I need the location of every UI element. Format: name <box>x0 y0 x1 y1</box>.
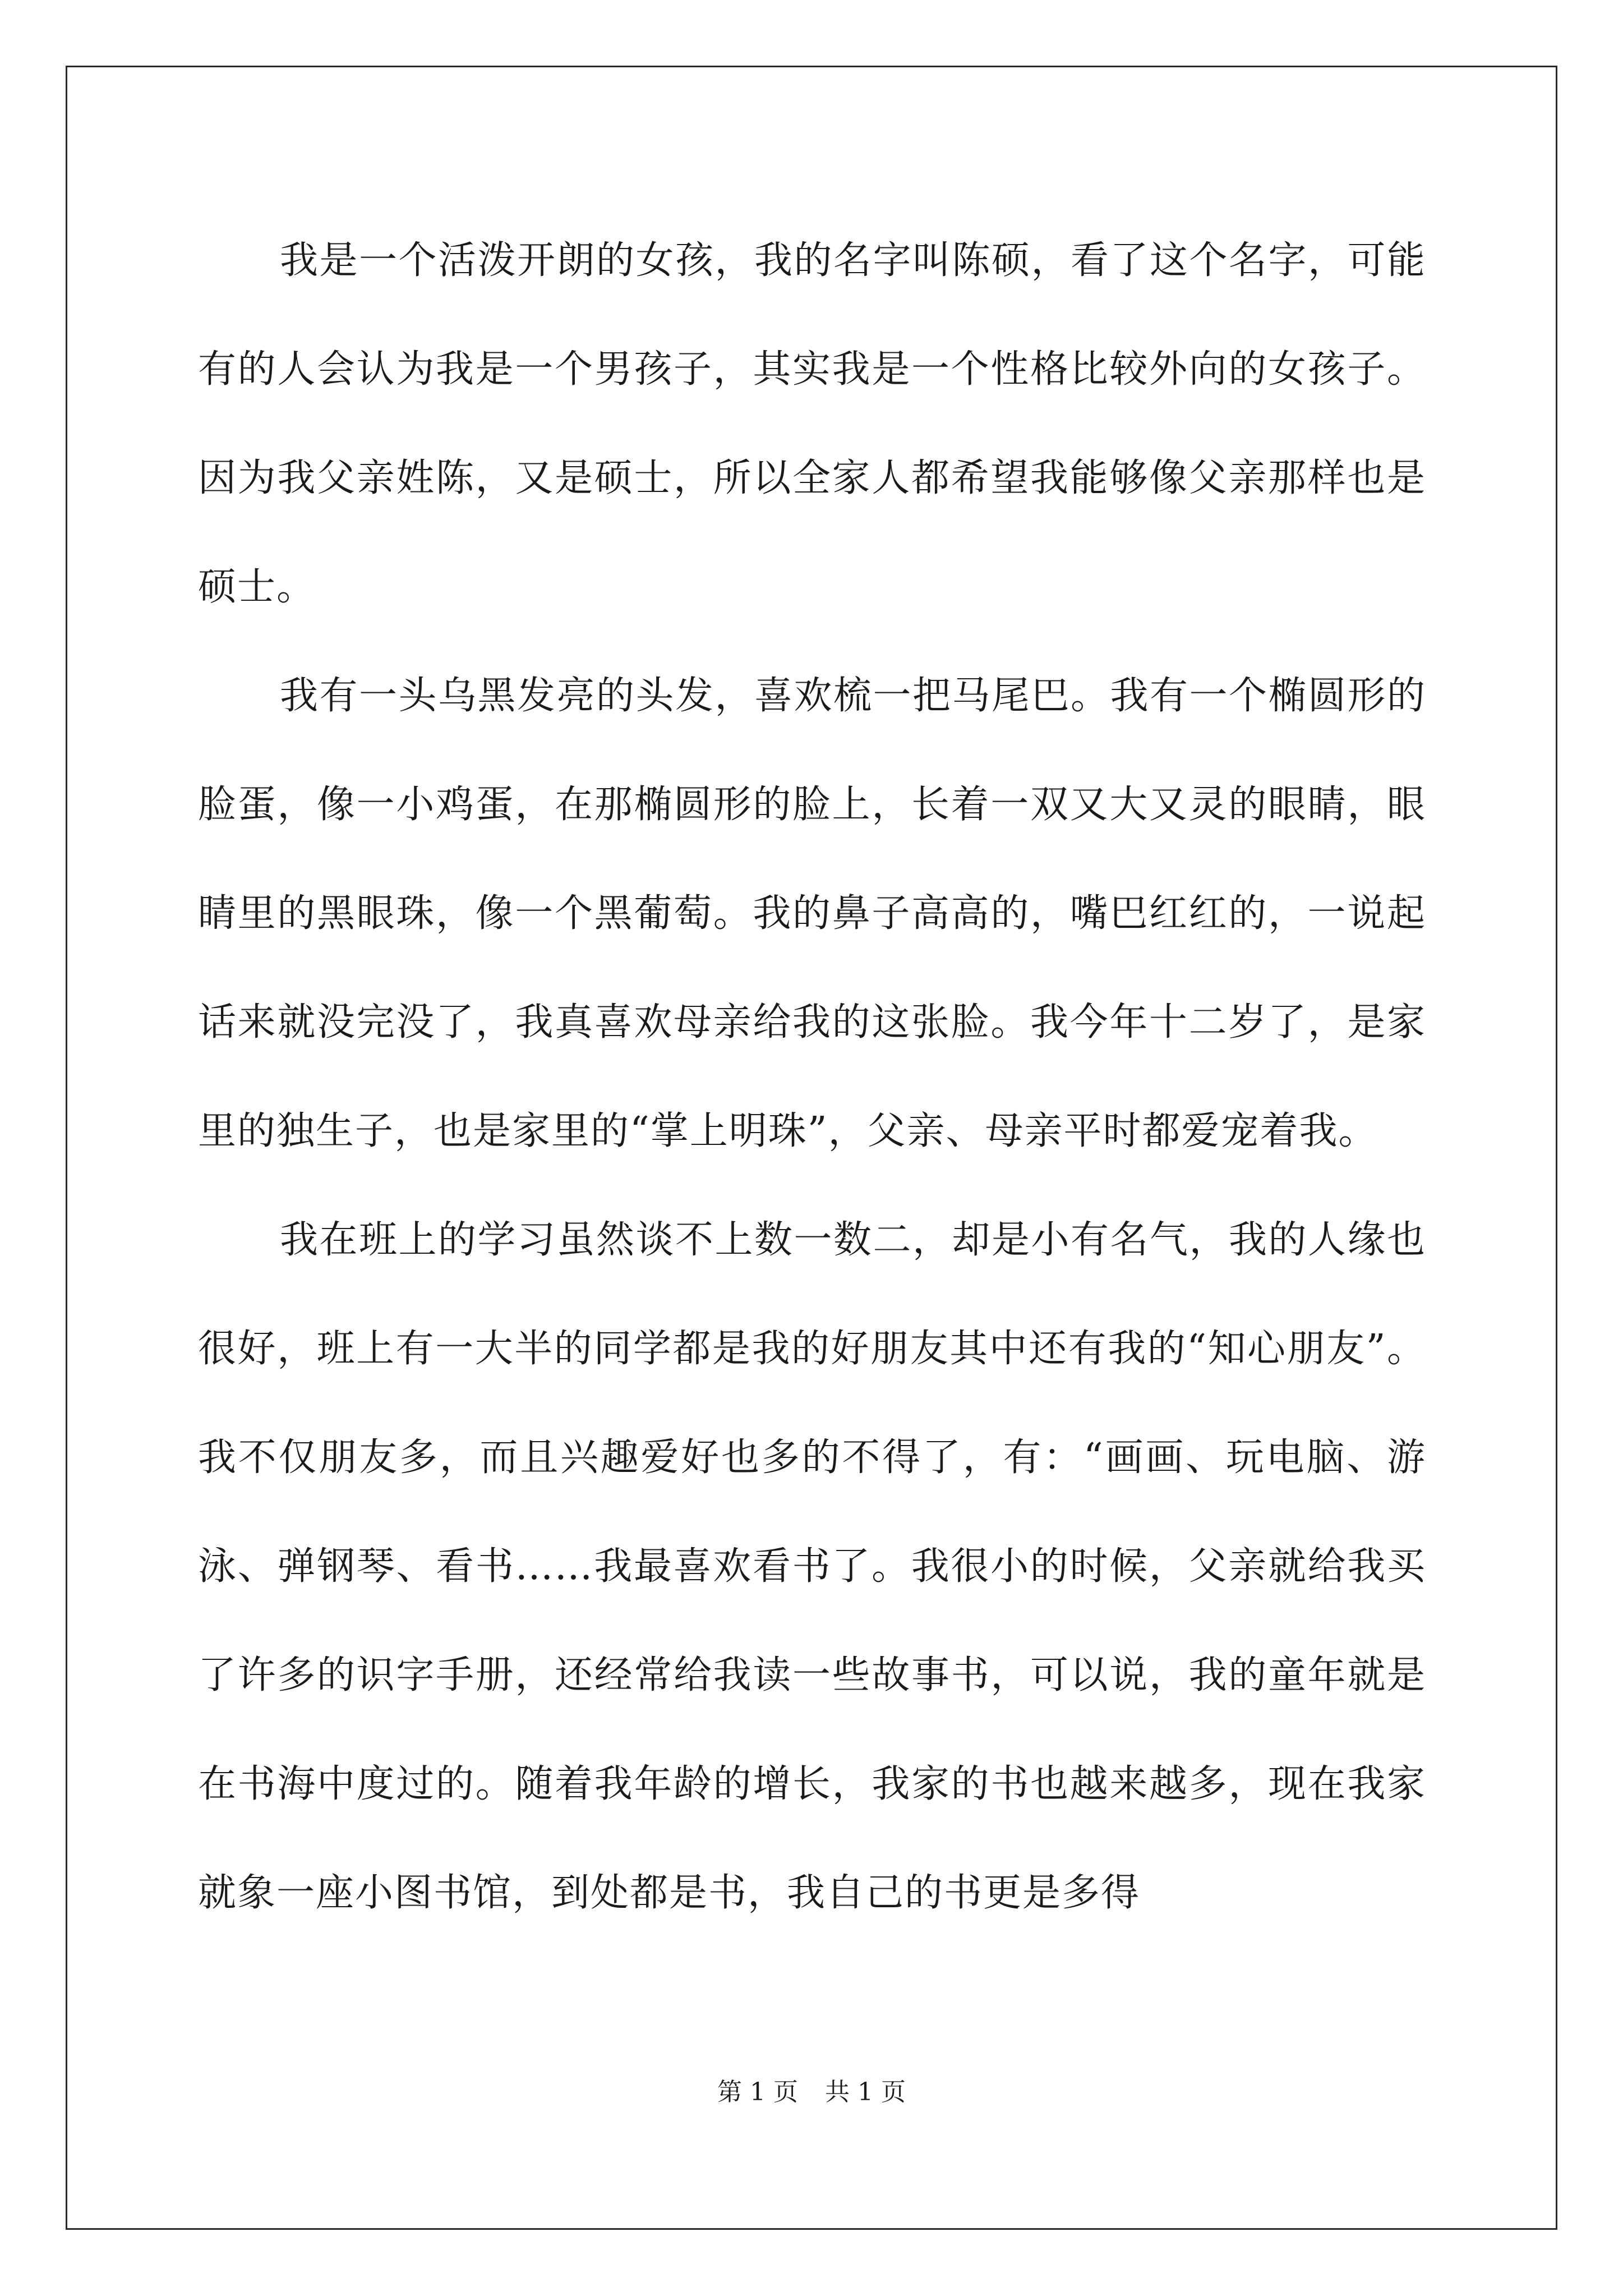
page-number-current: 第 1 页 <box>717 2078 798 2106</box>
page-footer <box>0 2076 1623 2109</box>
document-body <box>198 206 1426 1948</box>
page-number-total: 共 1 页 <box>825 2078 906 2106</box>
paragraph-3: 我在班上的学习虽然谈不上数一数二，却是小有名气，我的人缘也很好，班上有一大半的同学都是我的好朋友其中还有我的“知心朋友”。我不仅朋友多，而且兴趣爱好也多的不得了，有：“画画、玩电脑、游泳、弹钢琴、看书……我最喜欢看书了。我很小的时候，父亲就给我买了许多的识字手册，还经常给我读一些故事书，可以说，我的童年就是在书海中度过的。随着我年龄的增长，我家的书也越来越多，现在我家就象一座小图书馆，到处都是书，我自己的书更是多得 <box>198 1218 1426 1915</box>
paragraph-1: 我是一个活泼开朗的女孩，我的名字叫陈硕，看了这个名字，可能有的人会认为我是一个男孩子，其实我是一个性格比较外向的女孩子。因为我父亲姓陈，又是硕士，所以全家人都希望我能够像父亲那样也是硕士。 <box>198 238 1426 609</box>
paragraph-2: 我有一头乌黑发亮的头发，喜欢梳一把马尾巴。我有一个椭圆形的脸蛋，像一小鸡蛋，在那椭圆形的脸上，长着一双又大又灵的眼睛，眼睛里的黑眼珠，像一个黑葡萄。我的鼻子高高的，嘴巴红红的，一说起话来就没完没了，我真喜欢母亲给我的这张脸。我今年十二岁了，是家里的独生子，也是家里的“掌上明珠”，父亲、母亲平时都爱宠着我。 <box>198 674 1426 1153</box>
